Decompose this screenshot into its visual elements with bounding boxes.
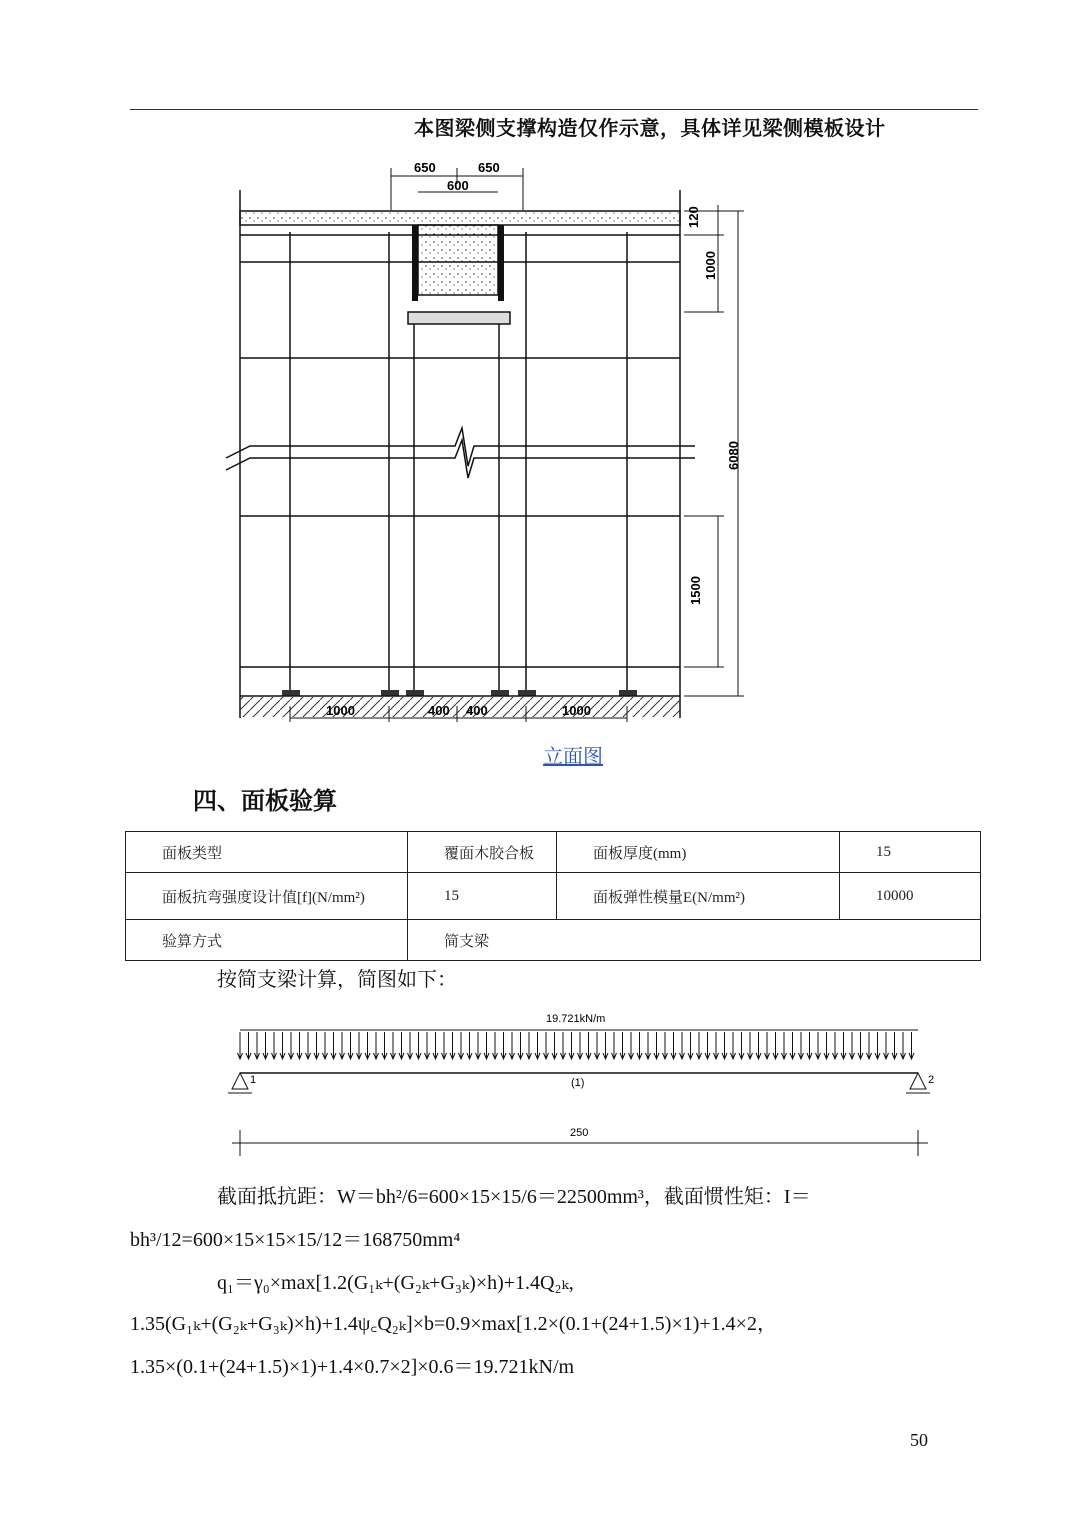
params-table — [125, 831, 981, 961]
table-cell: 面板类型 — [126, 832, 408, 873]
dim-right-4: 1500 — [688, 576, 703, 605]
support-left-label: 1 — [250, 1074, 257, 1086]
dim-right-1: 120 — [686, 206, 701, 228]
support-right-label: 2 — [928, 1074, 935, 1086]
dim-top-3: 600 — [447, 178, 469, 193]
table-cell: 15 — [408, 873, 557, 920]
page-number: 50 — [910, 1430, 928, 1450]
dim-right-3: 6080 — [726, 441, 741, 470]
table-cell: 验算方式 — [126, 920, 408, 961]
section-title: 四、面板验算 — [193, 789, 337, 815]
table-row — [126, 920, 981, 961]
span-label: (1) — [571, 1077, 585, 1089]
length-label: 250 — [570, 1127, 589, 1139]
dim-top-1: 650 — [414, 160, 436, 175]
formula-line-3: q₁＝γ₀×max[1.2(G₁ₖ+(G₂ₖ+G₃ₖ)×h)+1.4Q₂ₖ, — [217, 1272, 574, 1294]
table-cell: 15 — [840, 832, 981, 873]
table-row — [126, 873, 981, 920]
dim-bottom-3: 400 — [466, 703, 488, 718]
table-cell: 面板抗弯强度设计值[f](N/mm²) — [126, 873, 408, 920]
dim-bottom-1: 1000 — [326, 703, 355, 718]
table-cell: 面板厚度(mm) — [557, 832, 840, 873]
formula-line-1: 截面抵抗距：W＝bh²/6=600×15×15/6＝22500mm³，截面惯性矩：I＝ — [217, 1186, 811, 1208]
formula-line-5: 1.35×(0.1+(24+1.5)×1)+1.4×0.7×2]×0.6＝19.721kN/m — [130, 1356, 575, 1378]
dim-right-2: 1000 — [703, 251, 718, 280]
dim-bottom-2: 400 — [428, 703, 450, 718]
formula-line-2: bh³/12=600×15×15×15/12＝168750mm⁴ — [130, 1229, 461, 1251]
dim-top-2: 650 — [478, 160, 500, 175]
elevation-drawing — [0, 0, 1080, 760]
table-cell: 面板弹性模量E(N/mm²) — [557, 873, 840, 920]
table-cell: 10000 — [840, 873, 981, 920]
intro-text: 按简支梁计算，简图如下： — [217, 969, 457, 991]
dim-bottom-4: 1000 — [562, 703, 591, 718]
load-label: 19.721kN/m — [546, 1013, 606, 1025]
table-cell: 覆面木胶合板 — [408, 832, 557, 873]
header-note: 本图梁侧支撑构造仅作示意，具体详见梁侧模板设计 — [414, 118, 886, 140]
beam-diagram — [0, 1000, 1080, 1170]
figure-caption[interactable]: 立面图 — [543, 746, 603, 768]
table-row — [126, 832, 981, 873]
table-cell: 简支梁 — [408, 920, 981, 961]
formula-line-4: 1.35(G₁ₖ+(G₂ₖ+G₃ₖ)×h)+1.4ψ꜀Q₂ₖ]×b=0.9×max[1.2×(0.1+(24+1.5)×1)+1.4×2， — [130, 1313, 777, 1335]
